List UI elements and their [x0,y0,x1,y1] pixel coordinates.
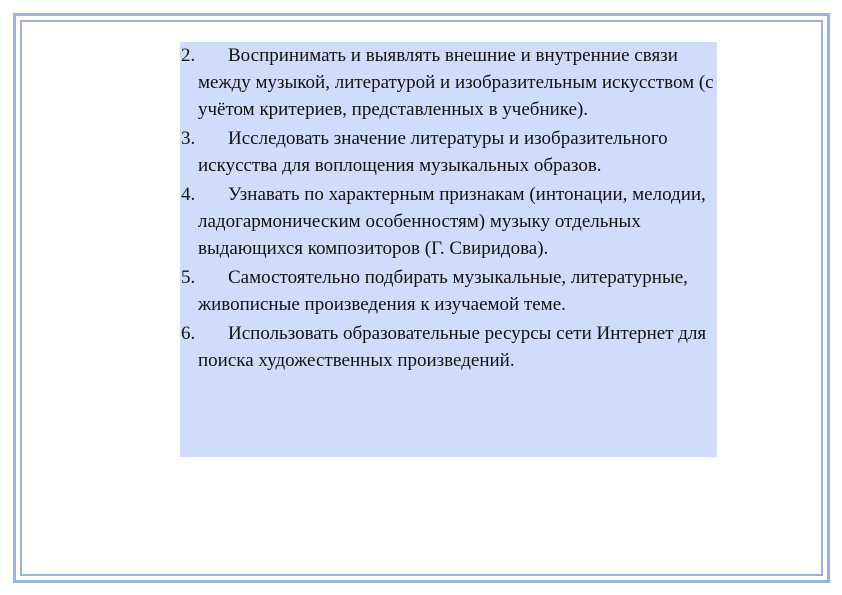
list-item-number: 4. [181,184,196,205]
list-item [180,181,717,262]
list-item [180,42,717,123]
list-item-number: 3. [181,128,196,149]
list-item-text: Исследовать значение литературы и изобразительного искусства для воплощения музыкальных образов. [198,128,668,176]
list-item-number: 6. [181,323,196,344]
content-text-box [180,42,717,457]
list-item-number: 5. [181,267,196,288]
list-item-text: Самостоятельно подбирать музыкальные, литературные, живописные произведения к изучаемой теме. [198,267,688,315]
list-item-text: Использовать образовательные ресурсы сети Интернет для поиска художественных произведений. [198,323,707,371]
list-item [180,320,717,374]
list-item [180,125,717,179]
list-item-text: Воспринимать и выявлять внешние и внутренние связи между музыкой, литературой и изобразительным искусством (с учётом критериев, представленных в учебнике). [198,45,714,120]
list-item-text: Узнавать по характерным признакам (интонации, мелодии, ладогармоническим особенностям) музыку отдельных выдающихся композиторов (Г. Свиридова). [198,184,706,259]
objectives-list [180,42,717,374]
list-item [180,264,717,318]
list-item-number: 2. [181,45,196,66]
